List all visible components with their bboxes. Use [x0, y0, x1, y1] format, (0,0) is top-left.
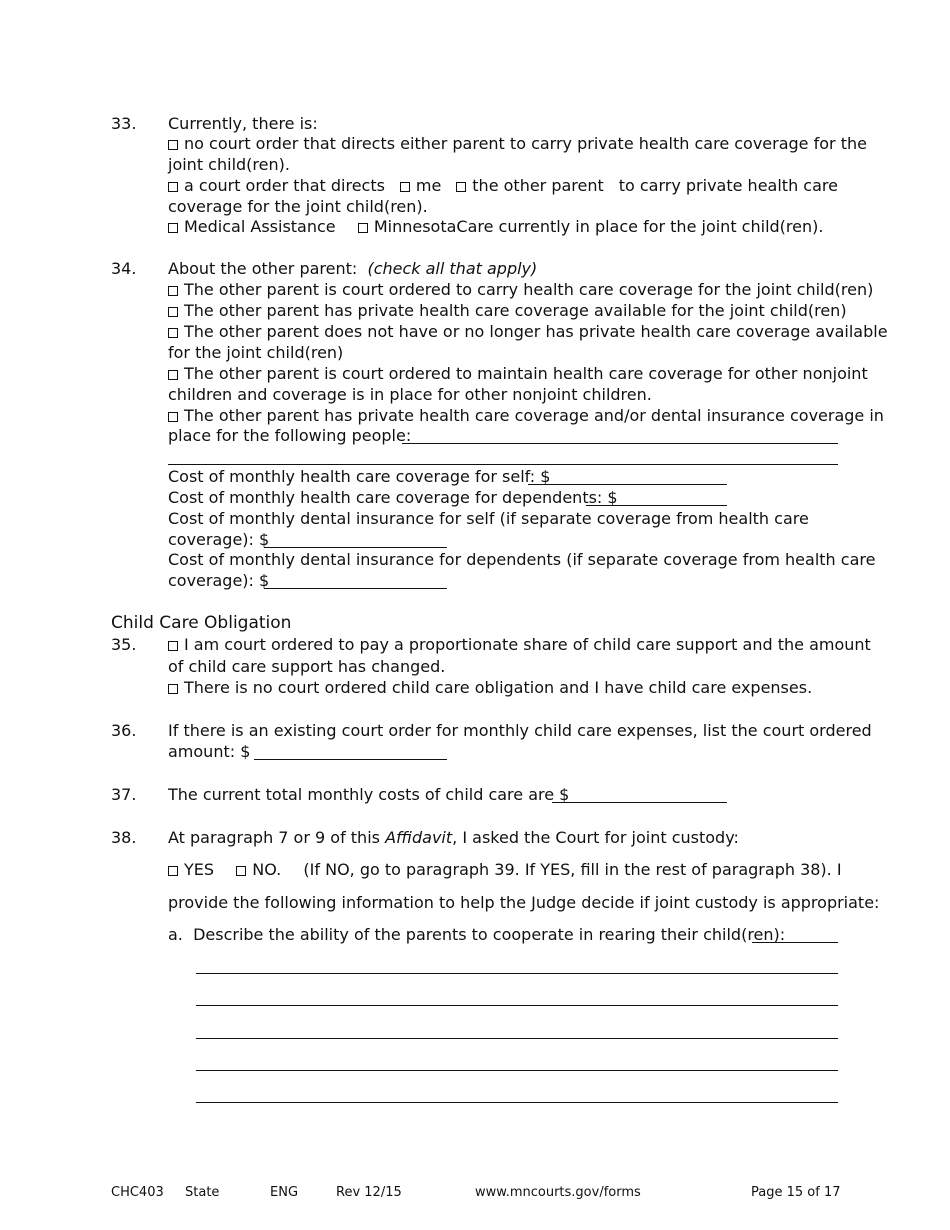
checkbox-no[interactable] — [236, 866, 246, 876]
q33-option-no-order-cont: joint child(ren). — [168, 155, 290, 174]
q37-number: 37. — [111, 785, 137, 804]
footer-form-code: CHC403 — [111, 1185, 164, 1200]
q37-text: The current total monthly costs of child care are $ — [168, 785, 570, 804]
dental-self-label-cont: coverage): $ — [168, 530, 270, 549]
q38a-field-line-5[interactable] — [196, 1102, 838, 1103]
checkbox-me[interactable] — [400, 182, 410, 192]
footer-revision: Rev 12/15 — [336, 1185, 402, 1200]
q34-option-2-text: The other parent has private health care coverage available for the joint child(ren) — [184, 301, 847, 320]
q34-option-5-text: The other parent has private health care coverage and/or dental insurance coverage in — [184, 406, 884, 425]
q34-option-4 — [168, 364, 868, 384]
q38-intro-pre: At paragraph 7 or 9 of this — [168, 828, 386, 847]
q33-option-assistance — [168, 217, 823, 237]
q33-option-order-text: a court order that directs — [184, 176, 385, 195]
footer-page-number: Page 15 of 17 — [751, 1185, 841, 1200]
q33-assistance-post: currently in place for the joint child(ren). — [498, 217, 824, 236]
q38a-field-line-4[interactable] — [196, 1070, 838, 1071]
q34-intro — [168, 259, 537, 279]
checkbox-q34-4[interactable] — [168, 370, 178, 380]
checkbox-q34-1[interactable] — [168, 286, 178, 296]
q33-option-no-order — [168, 134, 867, 154]
q38-provide-line: provide the following information to help the Judge decide if joint custody is appropriate: — [168, 893, 880, 912]
no-label: NO. — [252, 860, 282, 879]
checkbox-q35-2[interactable] — [168, 684, 178, 694]
dental-dependents-label-cont: coverage): $ — [168, 571, 270, 590]
footer-state: State — [185, 1185, 220, 1200]
q33-other-parent-label: the other parent — [472, 176, 604, 195]
checkbox-q35-1[interactable] — [168, 641, 178, 651]
dental-dependents-field[interactable] — [264, 588, 447, 589]
dental-dependents-label: Cost of monthly dental insurance for dependents (if separate coverage from health care — [168, 550, 876, 569]
checkbox-q34-5[interactable] — [168, 412, 178, 422]
cost-self-label: Cost of monthly health care coverage for self: $ — [168, 467, 551, 486]
q34-option-1 — [168, 280, 873, 300]
people-field-line-2[interactable] — [168, 464, 838, 465]
q33-number: 33. — [111, 114, 137, 133]
q34-option-1-text: The other parent is court ordered to carry health care coverage for the joint child(ren) — [184, 280, 874, 299]
q34-option-2 — [168, 301, 847, 321]
q34-option-5-cont: place for the following people: — [168, 426, 412, 445]
q37-amount-field[interactable] — [552, 802, 727, 803]
q34-option-5 — [168, 406, 884, 426]
q36-number: 36. — [111, 721, 137, 740]
q38a-text: Describe the ability of the parents to cooperate in rearing their child(ren): — [193, 925, 786, 944]
checkbox-minnesotacare[interactable] — [358, 223, 368, 233]
q34-option-4-text: The other parent is court ordered to maintain health care coverage for other nonjoint — [184, 364, 868, 383]
footer-url[interactable]: www.mncourts.gov/forms — [475, 1185, 641, 1200]
q38a-field-line-2[interactable] — [196, 1005, 838, 1006]
q33-medical-assistance-label: Medical Assistance — [184, 217, 336, 236]
dental-self-field[interactable] — [264, 547, 447, 548]
q33-option-order — [168, 176, 838, 196]
dental-self-label: Cost of monthly dental insurance for self (if separate coverage from health care — [168, 509, 809, 528]
q38-number: 38. — [111, 828, 137, 847]
q33-option-order-cont: coverage for the joint child(ren). — [168, 197, 428, 216]
q35-option-2-text: There is no court ordered child care obligation and I have child care expenses. — [184, 678, 813, 697]
q34-option-3-cont: for the joint child(ren) — [168, 343, 344, 362]
q34-number: 34. — [111, 259, 137, 278]
q36-amount-field[interactable] — [254, 759, 447, 760]
checkbox-yes[interactable] — [168, 866, 178, 876]
q38a-field-line-1[interactable] — [196, 973, 838, 974]
q35-option-1 — [168, 635, 871, 655]
checkbox-no-order[interactable] — [168, 140, 178, 150]
cost-dependents-label: Cost of monthly health care coverage for dependents: $ — [168, 488, 618, 507]
q34-hint: (check all that apply) — [367, 259, 538, 278]
q38a-label: a. — [168, 925, 183, 944]
q38-intro — [168, 828, 739, 848]
footer-language: ENG — [270, 1185, 299, 1200]
q34-intro-text: About the other parent: — [168, 259, 358, 278]
q35-option-2 — [168, 678, 812, 698]
cost-self-field[interactable] — [528, 484, 727, 485]
cost-dependents-field[interactable] — [586, 505, 727, 506]
q33-option-order-post: to carry private health care — [618, 176, 838, 195]
q35-option-1-cont: of child care support has changed. — [168, 657, 446, 676]
q38a-field-line-0[interactable] — [752, 942, 838, 943]
q38-affidavit: Affidavit — [385, 828, 453, 847]
q38a-field-line-3[interactable] — [196, 1038, 838, 1039]
people-field-line-1[interactable] — [402, 443, 838, 444]
q38-choice-line — [168, 860, 842, 880]
q38a-prompt — [168, 925, 785, 945]
yes-label: YES — [184, 860, 215, 879]
q34-option-4-cont: children and coverage is in place for other nonjoint children. — [168, 385, 652, 404]
q33-option-no-order-text: no court order that directs either parent to carry private health care coverage for the — [184, 134, 867, 153]
q34-option-3-text: The other parent does not have or no longer has private health care coverage available — [184, 322, 888, 341]
checkbox-medical-assistance[interactable] — [168, 223, 178, 233]
q33-me-label: me — [415, 176, 442, 195]
q38-intro-post: , I asked the Court for joint custody: — [452, 828, 739, 847]
q33-intro: Currently, there is: — [168, 114, 318, 133]
q38-instructions: (If NO, go to paragraph 39. If YES, fill in the rest of paragraph 38). I — [303, 860, 842, 879]
checkbox-q34-2[interactable] — [168, 307, 178, 317]
q35-number: 35. — [111, 635, 137, 654]
q34-option-3 — [168, 322, 888, 342]
q33-minnesotacare-label: MinnesotaCare — [373, 217, 494, 236]
q35-option-1-text: I am court ordered to pay a proportionate share of child care support and the amount — [184, 635, 871, 654]
checkbox-other-parent[interactable] — [456, 182, 466, 192]
section-heading: Child Care Obligation — [111, 613, 292, 633]
checkbox-court-order[interactable] — [168, 182, 178, 192]
q36-text: If there is an existing court order for monthly child care expenses, list the court ordered — [168, 721, 872, 740]
q36-amount-label: amount: $ — [168, 742, 251, 761]
checkbox-q34-3[interactable] — [168, 328, 178, 338]
